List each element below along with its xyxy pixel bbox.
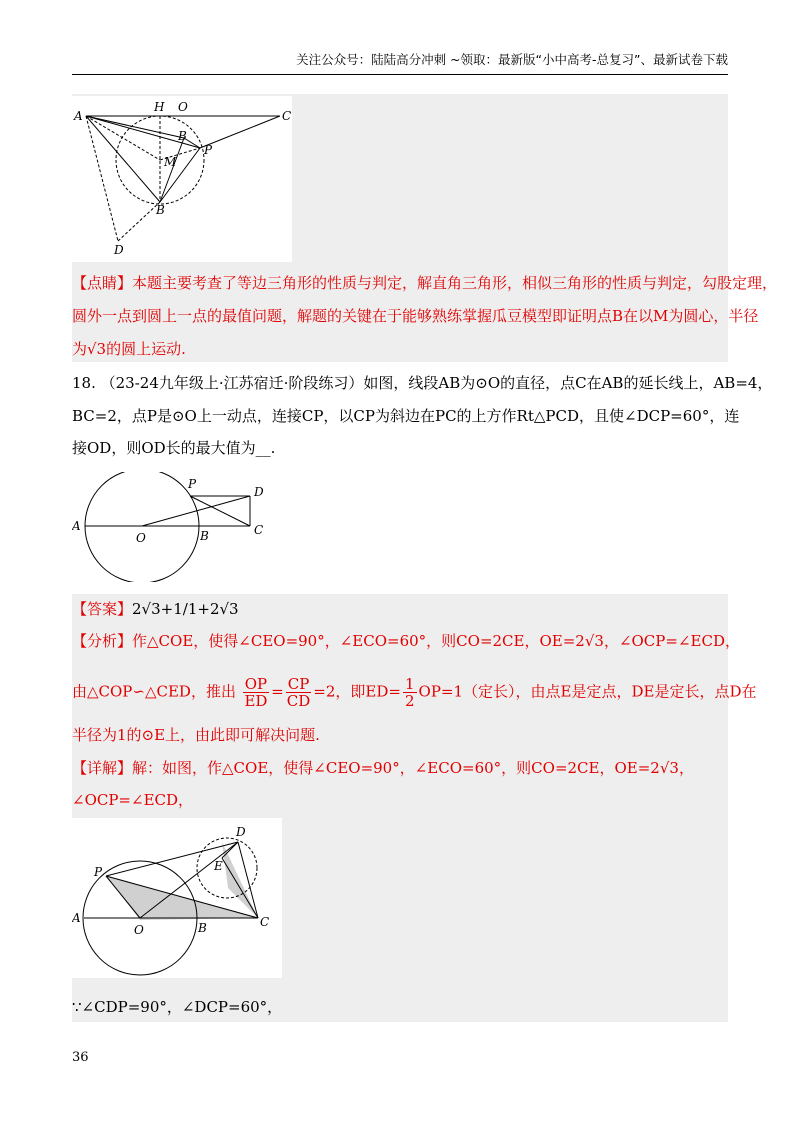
fig2-label-C: C [254,523,264,537]
geometry-figure-1 [72,96,292,262]
fig3-label-C: C [260,915,270,929]
page-header: 关注公众号：陆陆高分冲刺 ~领取：最新版“小中高考-总复习”、最新试卷下载 [72,50,728,75]
analysis-line-3: 半径为1的⊙E上，由此即可解决问题. [72,726,320,744]
fig3-label-P: P [94,865,103,879]
label-D: D [114,243,124,257]
fraction-op-ed: $\frac{OP}{ED}$ [244,675,268,710]
label-H: H [154,100,165,114]
label-P: P [204,143,213,157]
page-number: 36 [72,1050,89,1065]
fig3-label-E: E [214,859,223,873]
geometry-figure-2 [72,472,280,582]
fig3-label-A: A [72,911,81,925]
comment-line-3: 为√3的圆上运动. [72,340,186,358]
detail-line-1: 【详解】解：如图，作△COE，使得∠CEO=90°，∠ECO=60°，则CO=2CE，OE=2√3， [72,759,694,777]
fraction-half: $\frac{1}{2}$ [404,675,415,710]
answer-line: 【答案】2√3+1/1+2√3 [72,600,239,618]
label-B1: B [178,129,187,143]
comment-line-1: 【点睛】本题主要考查了等边三角形的性质与判定，解直角三角形，相似三角形的性质与判定，勾股定理， [72,274,778,292]
fig2-label-D: D [254,485,264,499]
label-A: A [74,109,83,123]
question-line-1: 18. （23-24九年级上·江苏宿迁·阶段练习）如图，线段AB为⊙O的直径，点C在AB的延长线上，AB=4， [72,374,773,392]
detail-line-3: ∵∠CDP=90°，∠DCP=60°， [72,998,283,1016]
label-C: C [282,109,292,123]
fig2-label-B: B [200,529,209,543]
question-line-2: BC=2，点P是⊙O上一动点，连接CP，以CP为斜边在PC的上方作Rt△PCD，且使∠DCP=60°，连 [72,407,740,425]
geometry-figure-3 [72,818,282,978]
fig3-label-O: O [134,923,144,937]
comment-line-2: 圆外一点到圆上一点的最值问题，解题的关键在于能够熟练掌握瓜豆模型即证明点B在以M为圆心，半径 [72,307,759,325]
label-M: M [164,155,177,169]
fig3-label-B: B [198,921,207,935]
fig2-label-A: A [72,519,81,533]
analysis-line-1: 【分析】作△COE，使得∠CEO=90°，∠ECO=60°，则CO=2CE，OE=2√3，∠OCP=∠ECD， [72,632,740,650]
label-O: O [178,100,188,114]
analysis-line-2: 由△COP∽△CED，推出 $\frac{OP}{ED}$ = $\frac{CP}{CD}$ =2，即ED= $\frac{1}{2}$ OP=1（定长），由点E是定点，DE是定长，点D在 [72,675,757,710]
fig2-label-O: O [136,531,146,545]
detail-line-2: ∠OCP=∠ECD， [72,791,194,809]
label-B2: B [156,203,165,217]
question-line-3: 接OD，则OD长的最大值为__. [72,439,276,457]
fraction-cp-cd: $\frac{CP}{CD}$ [286,675,311,710]
fig3-label-D: D [236,825,246,839]
fig2-label-P: P [188,477,197,491]
